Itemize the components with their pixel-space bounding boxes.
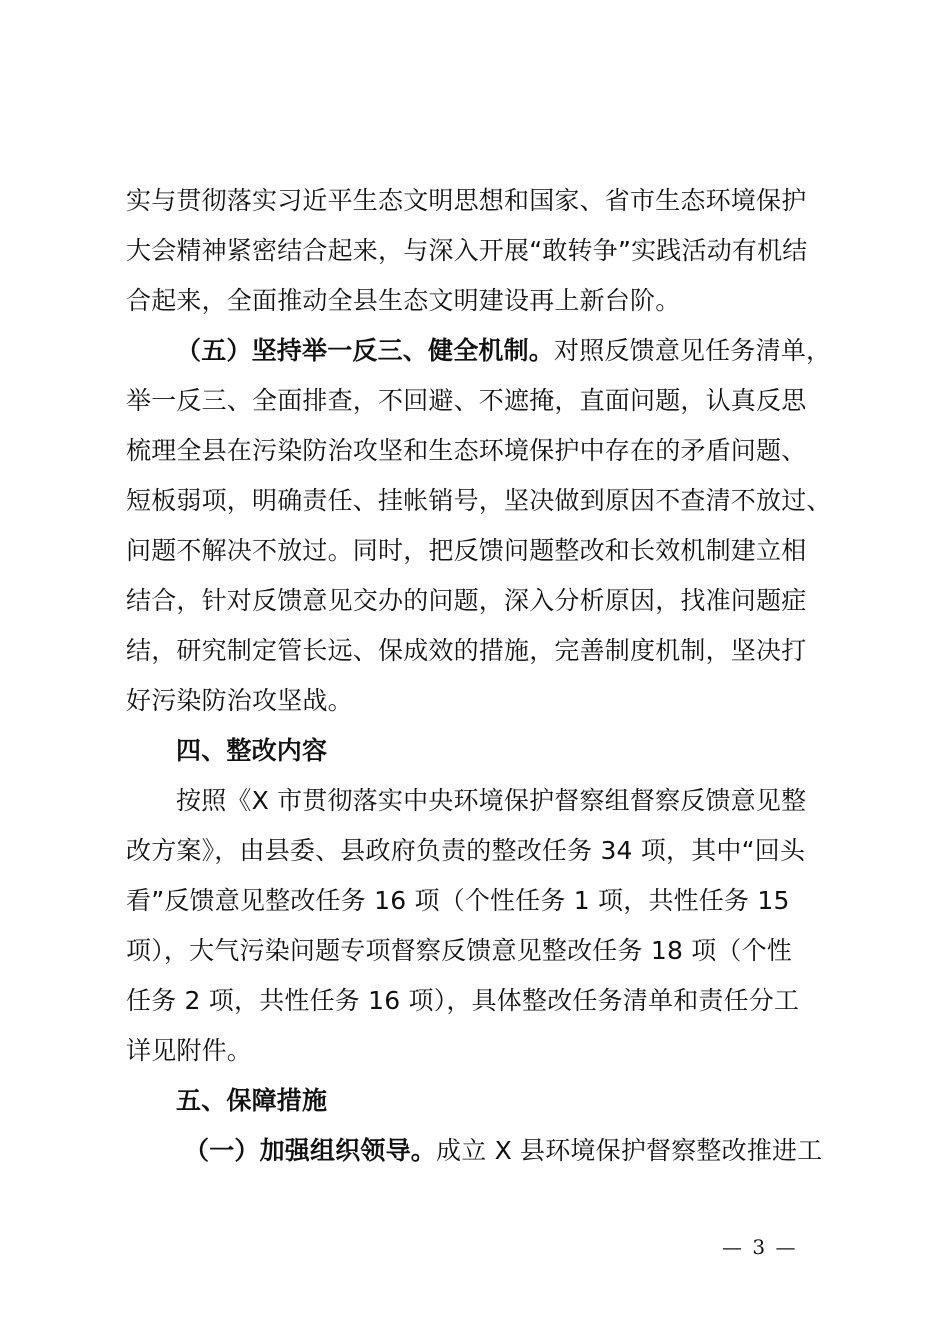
paragraph-line: 合起来，全面推动全县生态文明建设再上新台阶。 — [126, 286, 681, 315]
paragraph-line: 任务 2 项，共性任务 16 项），具体整改任务清单和责任分工 — [126, 986, 800, 1015]
paragraph-line: 大会精神紧密结合起来，与深入开展“敢转争”实践活动有机结 — [126, 236, 808, 265]
paragraph-line: 问题不解决不放过。同时，把反馈问题整改和长效机制建立相 — [126, 536, 807, 565]
paragraph-line: 举一反三、全面排查，不回避、不遮掩，直面问题，认真反思 — [126, 386, 807, 415]
paragraph-line: 实与贯彻落实习近平生态文明思想和国家、省市生态环境保护 — [126, 186, 807, 215]
page-number: — 3 — — [722, 1235, 798, 1259]
subsection-one-line — [126, 1126, 846, 1176]
section-heading-five: 五、保障措施 — [176, 1086, 328, 1115]
section-five-text: 对照反馈意见任务清单， — [554, 336, 832, 365]
subsection-one-title: （一）加强组织领导。 — [184, 1136, 437, 1165]
section-five-title: （五）坚持举一反三、健全机制。 — [176, 336, 555, 365]
document-body — [126, 176, 846, 1176]
paragraph-line: 看”反馈意见整改任务 16 项（个性任务 1 项，共性任务 15 — [126, 886, 790, 915]
paragraph-line: 按照《X 市贯彻落实中央环境保护督察组督察反馈意见整 — [176, 786, 807, 815]
paragraph-line: 短板弱项，明确责任、挂帐销号，坚决做到原因不查清不放过、 — [126, 486, 832, 515]
paragraph-line: 改方案》，由县委、县政府负责的整改任务 34 项，其中“回头 — [126, 836, 806, 865]
paragraph-line: 项），大气污染问题专项督察反馈意见整改任务 18 项（个性 — [126, 936, 793, 965]
section-five-line — [126, 326, 846, 376]
subsection-one-text: 成立 X 县环境保护督察整改推进工 — [436, 1136, 823, 1165]
paragraph-line: 结，研究制定管长远、保成效的措施，完善制度机制，坚决打 — [126, 636, 807, 665]
paragraph-line: 梳理全县在污染防治攻坚和生态环境保护中存在的矛盾问题、 — [126, 436, 807, 465]
paragraph-line: 好污染防治攻坚战。 — [126, 686, 353, 715]
section-heading-four: 四、整改内容 — [176, 736, 328, 765]
paragraph-line: 结合，针对反馈意见交办的问题，深入分析原因，找准问题症 — [126, 586, 807, 615]
paragraph-line: 详见附件。 — [126, 1036, 253, 1065]
